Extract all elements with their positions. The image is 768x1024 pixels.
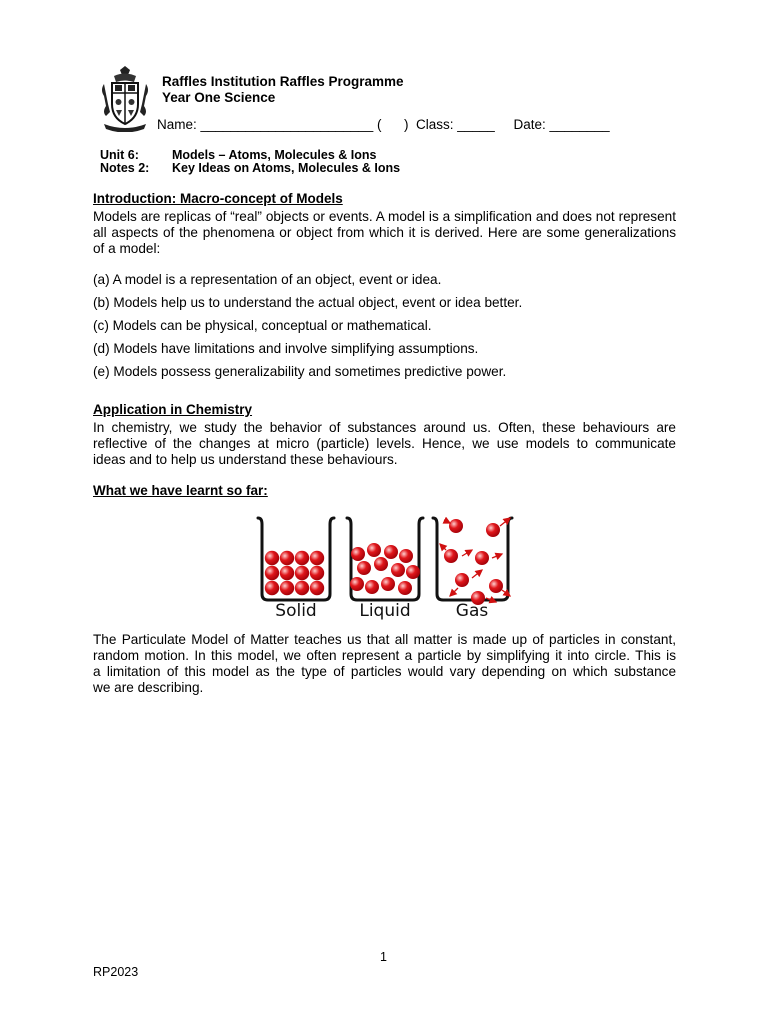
particle bbox=[444, 549, 458, 563]
footer-code: RP2023 bbox=[93, 965, 139, 979]
application-line: reflective of the changes at micro (particle) levels. Hence, we use models to communicate bbox=[93, 436, 676, 451]
intro-heading: Introduction: Macro-concept of Models bbox=[93, 191, 343, 206]
particle bbox=[265, 581, 279, 595]
intro-line: all aspects of the phenomena or object from which it is derived. Here are some generalizations bbox=[93, 225, 676, 240]
particle bbox=[449, 519, 463, 533]
particle bbox=[475, 551, 489, 565]
motion-arrow bbox=[472, 570, 482, 578]
list-item: (b) Models help us to understand the actual object, event or idea better. bbox=[93, 295, 523, 310]
particle bbox=[384, 545, 398, 559]
notes-title: Key Ideas on Atoms, Molecules & Ions bbox=[172, 161, 401, 175]
particulate-paragraph bbox=[93, 632, 676, 696]
particulate-line: The Particulate Model of Matter teaches us that all matter is made up of particles in constant, bbox=[93, 632, 676, 647]
learnt-heading: What we have learnt so far: bbox=[93, 483, 268, 498]
particle bbox=[398, 581, 412, 595]
particle bbox=[374, 557, 388, 571]
particle bbox=[295, 581, 309, 595]
state-label: Gas bbox=[455, 601, 489, 620]
motion-arrow bbox=[444, 520, 450, 523]
particle bbox=[357, 561, 371, 575]
particle bbox=[310, 551, 324, 565]
state-label: Liquid bbox=[359, 601, 411, 620]
particle bbox=[310, 566, 324, 580]
motion-arrow bbox=[450, 588, 458, 596]
particulate-line: we are describing. bbox=[93, 680, 204, 695]
particle bbox=[280, 581, 294, 595]
particle bbox=[280, 566, 294, 580]
state-label: Solid bbox=[275, 601, 317, 620]
application-line: ideas and to help us understand these behaviours. bbox=[93, 452, 398, 467]
subject-title: Year One Science bbox=[162, 90, 276, 105]
list-item: (a) A model is a representation of an object, event or idea. bbox=[93, 272, 442, 287]
particle bbox=[455, 573, 469, 587]
particle bbox=[367, 543, 381, 557]
particle bbox=[310, 581, 324, 595]
motion-arrow bbox=[462, 550, 472, 556]
particle bbox=[265, 551, 279, 565]
states-of-matter-diagram bbox=[250, 510, 520, 620]
particle bbox=[365, 580, 379, 594]
intro-line: Models are replicas of “real” objects or events. A model is a simplification and does not represent bbox=[93, 209, 676, 224]
motion-arrow bbox=[440, 544, 446, 550]
particle bbox=[351, 547, 365, 561]
particle bbox=[486, 523, 500, 537]
unit-label: Unit 6: bbox=[100, 148, 139, 162]
intro-line: of a model: bbox=[93, 241, 161, 256]
intro-paragraph bbox=[93, 209, 676, 257]
particle bbox=[381, 577, 395, 591]
notes-label: Notes 2: bbox=[100, 161, 150, 175]
particle bbox=[406, 565, 420, 579]
model-generalizations-list bbox=[93, 272, 522, 387]
motion-arrow bbox=[492, 554, 502, 558]
particle bbox=[295, 551, 309, 565]
page-number: 1 bbox=[380, 950, 387, 964]
name-class-date-line: Name: _______________________ ( ) Class: _____ Date: ________ bbox=[157, 117, 610, 132]
list-item: (c) Models can be physical, conceptual or mathematical. bbox=[93, 318, 432, 333]
particle bbox=[399, 549, 413, 563]
list-item: (e) Models possess generalizability and sometimes predictive power. bbox=[93, 364, 507, 379]
list-item: (d) Models have limitations and involve simplifying assumptions. bbox=[93, 341, 479, 356]
application-paragraph bbox=[93, 420, 676, 468]
unit-title: Models – Atoms, Molecules & Ions bbox=[172, 148, 377, 162]
application-line: In chemistry, we study the behavior of substances around us. Often, these behaviours are bbox=[93, 420, 676, 435]
school-crest-logo bbox=[100, 66, 150, 132]
particle bbox=[265, 566, 279, 580]
particle bbox=[280, 551, 294, 565]
school-name: Raffles Institution Raffles Programme bbox=[162, 74, 404, 89]
application-heading: Application in Chemistry bbox=[93, 402, 253, 417]
particle bbox=[295, 566, 309, 580]
particle bbox=[350, 577, 364, 591]
particulate-line: random motion. In this model, we often represent a particle by simplifying it into circle. This is bbox=[93, 648, 676, 663]
particle bbox=[489, 579, 503, 593]
particle bbox=[391, 563, 405, 577]
particulate-line: a limitation of this model as the type of particles would vary depending on which substance bbox=[93, 664, 676, 679]
